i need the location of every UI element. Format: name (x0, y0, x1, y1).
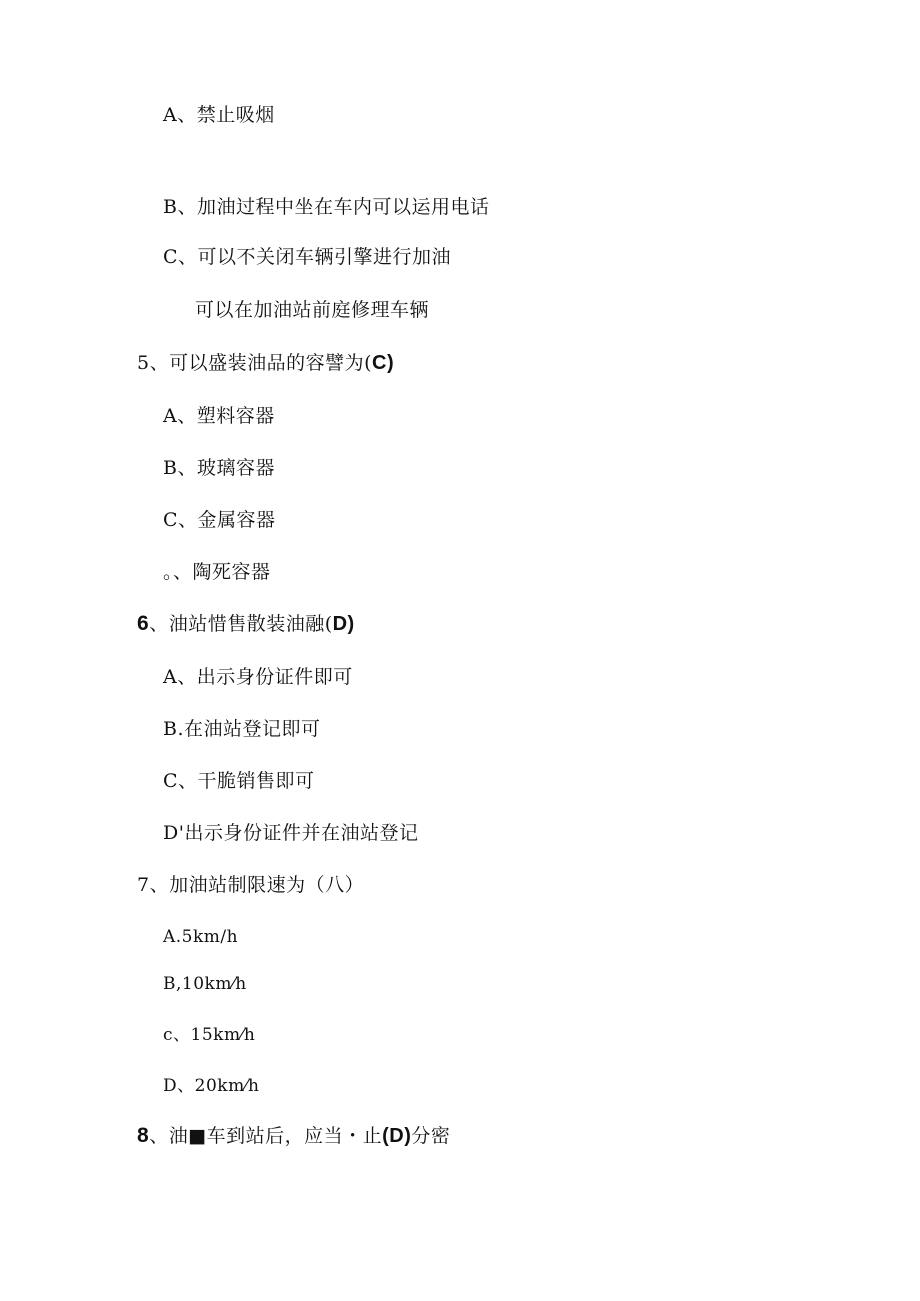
option-b-register-only: B.在油站登记即可 (163, 718, 321, 740)
option-a-plastic: A、塑料容器 (163, 405, 275, 427)
question-6-number: 6 (137, 612, 150, 635)
option-d-20kmh: D、20km⁄h (163, 1076, 260, 1096)
option-c-engine-running: C、可以不关闭车辆引擎进行加油 (163, 246, 452, 268)
option-a-no-smoking: A、禁止吸烟 (163, 104, 275, 126)
question-8-answer: (D) (382, 1125, 412, 1147)
question-6-text: 、油站惜售散装油融( (149, 613, 333, 635)
question-6-answer: D) (332, 613, 355, 635)
question-8 (137, 1124, 450, 1148)
option-c-sell-directly: C、干脆销售即可 (163, 770, 315, 792)
option-a-id-only: A、出示身份证件即可 (163, 666, 353, 688)
question-8-text: 、油■车到站后，应当・止 (149, 1125, 383, 1147)
option-b-phone-in-car: B、加油过程中坐在车内可以运用电话 (163, 196, 490, 218)
option-b-10kmh: B,10km⁄h (163, 974, 247, 994)
question-7: 7、加油站制限速为（八） (137, 874, 365, 896)
question-5 (137, 351, 394, 375)
option-d-ceramic: 。、陶死容器 (163, 561, 271, 583)
question-6 (137, 612, 355, 636)
option-c-metal: C、金属容器 (163, 509, 276, 531)
question-5-answer: C) (372, 352, 395, 374)
option-b-glass: B、玻璃容器 (163, 457, 275, 479)
option-c-15kmh: c、15km⁄h (163, 1025, 256, 1045)
option-a-5kmh: A.5km/h (163, 927, 239, 947)
question-8-number: 8 (137, 1124, 150, 1147)
question-5-text: 5、可以盛装油品的容譬为( (137, 352, 373, 374)
option-d-repair-vehicle: 可以在加油站前庭修理车辆 (195, 299, 430, 321)
question-8-tail: 分密 (411, 1125, 451, 1147)
option-d-id-and-register: D'出示身份证件并在油站登记 (163, 822, 419, 844)
